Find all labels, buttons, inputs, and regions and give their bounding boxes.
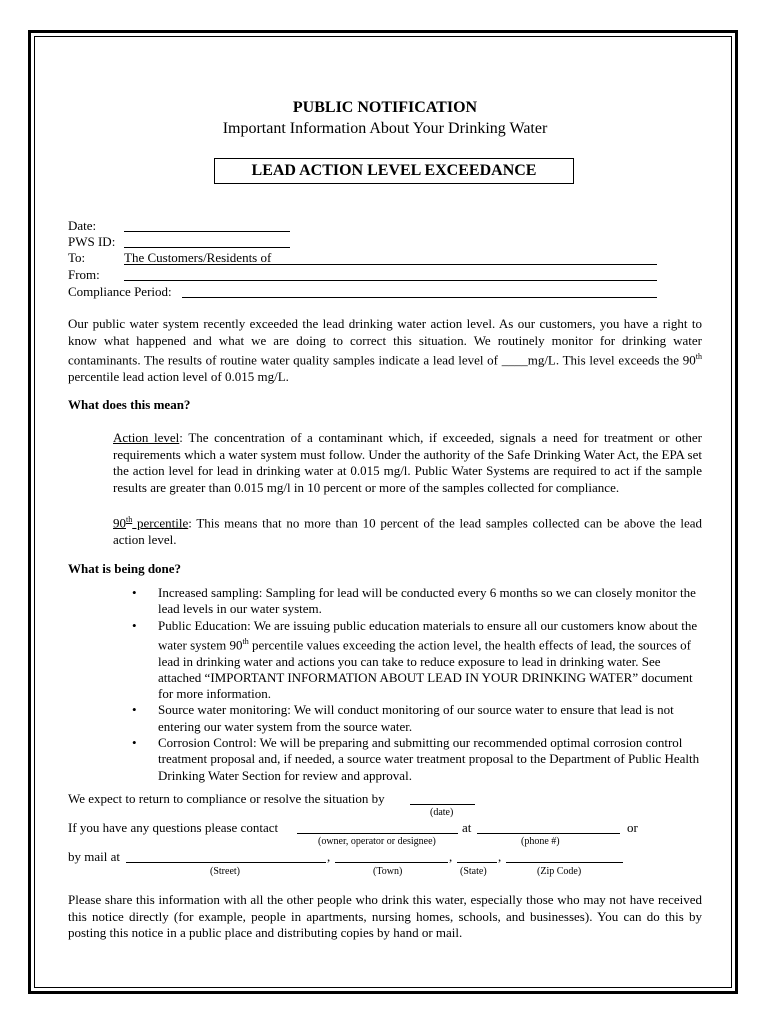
- phone-line[interactable]: [477, 833, 620, 834]
- questions-text: If you have any questions please contact: [68, 820, 279, 835]
- list-item-source-water-monitoring: • Source water monitoring: We will conduct monitoring of our source water to ensure that lead is not entering our water system from the source water.: [132, 702, 674, 734]
- date-line[interactable]: [124, 231, 290, 232]
- phone-caption: (phone #): [521, 836, 560, 847]
- mail-text: by mail at: [68, 849, 120, 864]
- compliance-period-label: Compliance Period:: [68, 284, 172, 299]
- to-line[interactable]: [124, 264, 657, 265]
- list-item-public-education: • Public Education: We are issuing public education materials to ensure all our customers know about the water system 90th percentile values exceeding the action level, the health effects of lead, the sources of lead in drinking water and actions you can take to reduce exposure to lead in drinking water. See attached “IMPORTANT INFORMATION ABOUT LEAD IN YOUR DRINKING WATER” document for more information.: [132, 617, 698, 702]
- street-line[interactable]: [126, 862, 326, 863]
- bullet-icon: •: [132, 735, 137, 750]
- from-label: From:: [68, 267, 100, 282]
- to-label: To:: [68, 250, 86, 265]
- state-caption: (State): [460, 866, 487, 877]
- list-item-increased-sampling: • Increased sampling: Sampling for lead will be conducted every 6 months so we can closely monitor the lead levels in our water system.: [132, 585, 696, 617]
- document-subtitle: Important Information About Your Drinking Water: [222, 120, 548, 137]
- bullet-icon: •: [132, 585, 137, 600]
- pws-id-line[interactable]: [124, 247, 290, 248]
- list-item-corrosion-control: • Corrosion Control: We will be preparing and submitting our recommended optimal corrosion control treatment proposal and, if needed, a source water treatment proposal to the Department of Public Health Drinking Water Section for review and approval.: [132, 735, 700, 783]
- return-date-line[interactable]: [410, 804, 475, 805]
- comma-2: ,: [449, 849, 453, 864]
- percentile-definition: 90th percentile: This means that no more than 10 percent of the lead samples collected can be above the lead action level.: [113, 515, 702, 547]
- owner-caption: (owner, operator or designee): [318, 836, 436, 847]
- bullet-icon: •: [132, 617, 137, 633]
- closing-paragraph: Please share this information with all the other people who drink this water, especially those who may not have received this notice directly (for example, people in apartments, nursing homes, schools, and businesses). You can do this by posting this notice in a public place and distributing copies by hand or mail.: [68, 892, 702, 940]
- return-compliance-text: We expect to return to compliance or resolve the situation by: [68, 791, 385, 806]
- pws-id-label: PWS ID:: [68, 234, 116, 249]
- zip-caption: (Zip Code): [537, 866, 582, 877]
- street-caption: (Street): [210, 866, 240, 877]
- town-line[interactable]: [335, 862, 448, 863]
- town-caption: (Town): [373, 866, 403, 877]
- comma-1: ,: [327, 849, 331, 864]
- document-title: PUBLIC NOTIFICATION: [292, 99, 478, 116]
- section-heading-what-is-being-done: What is being done?: [68, 561, 182, 576]
- at-text: at: [462, 820, 472, 835]
- section-heading-what-does-this-mean: What does this mean?: [68, 397, 191, 412]
- compliance-period-line[interactable]: [182, 297, 657, 298]
- contact-name-line[interactable]: [297, 833, 458, 834]
- action-level-definition: Action level: The concentration of a contaminant which, if exceeded, signals a need for treatment or other requirements which a water system must follow. Under the authority of the Safe Drinking Water Act, the EPA set the action level for lead in drinking water at 0.015 mg/l. Public Water Systems are required to act if the sample results are greater than 0.015 mg/l in 10 percent or more of the samples collected for compliance.: [113, 430, 702, 495]
- comma-3: ,: [498, 849, 502, 864]
- to-value: The Customers/Residents of: [124, 250, 272, 265]
- or-text: or: [627, 820, 638, 835]
- date-caption: (date): [430, 807, 454, 818]
- date-label: Date:: [68, 218, 97, 233]
- intro-paragraph: Our public water system recently exceeded the lead drinking water action level. As our customers, you have a right to know what happened and what we are doing to correct this situation. We routinely monitor for drinking water contaminants. The results of routine water quality samples indicate a lead level of ____mg/L. This level exceeds the 90th percentile lead action level of 0.015 mg/L.: [68, 316, 702, 384]
- bullet-icon: •: [132, 702, 137, 718]
- from-line[interactable]: [124, 280, 657, 281]
- boxed-title: LEAD ACTION LEVEL EXCEEDANCE: [214, 158, 574, 184]
- zip-line[interactable]: [506, 862, 623, 863]
- actions-list: [132, 585, 704, 784]
- state-line[interactable]: [457, 862, 497, 863]
